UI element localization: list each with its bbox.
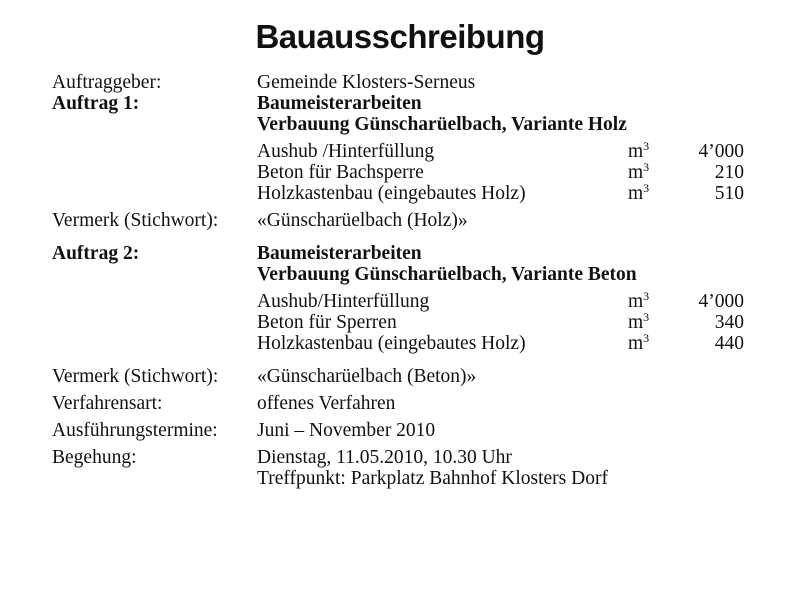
item-name: Holzkastenbau (eingebautes Holz) (257, 333, 526, 354)
auftrag2-section (52, 243, 752, 354)
verfahrensart-value: offenes Verfahren (257, 393, 396, 414)
termine-row (52, 420, 752, 441)
begehung-label: Begehung: (52, 447, 137, 468)
auftraggeber-row (52, 72, 752, 93)
vermerk1-value: «Günscharüelbach (Holz)» (257, 210, 468, 231)
vermerk2-label: Vermerk (Stichwort): (52, 366, 219, 387)
vermerk2-row (52, 366, 752, 387)
termine-label: Ausführungstermine: (52, 420, 218, 441)
auftrag2-heading1: Baumeisterarbeiten (257, 243, 422, 264)
verfahrensart-row (52, 393, 752, 414)
item-quantity: 4’000 (698, 141, 744, 162)
auftrag1-label: Auftrag 1: (52, 93, 140, 114)
list-item (257, 141, 752, 162)
vermerk1-label: Vermerk (Stichwort): (52, 210, 219, 231)
begehung-line2: Treffpunkt: Parkplatz Bahnhof Klosters Dorf (257, 468, 608, 489)
auftrag1-heading1: Baumeisterarbeiten (257, 93, 422, 114)
item-name: Beton für Sperren (257, 312, 397, 333)
auftrag1-items (257, 141, 752, 204)
auftrag2-heading2: Verbauung Günscharüelbach, Variante Beton (257, 264, 637, 285)
item-quantity: 210 (714, 162, 744, 183)
auftraggeber-value: Gemeinde Klosters-Serneus (257, 72, 476, 93)
begehung-row (52, 447, 752, 489)
item-quantity: 510 (714, 183, 744, 204)
item-name: Holzkastenbau (eingebautes Holz) (257, 183, 526, 204)
item-unit: $m^3$ (628, 331, 650, 354)
list-item (257, 291, 752, 312)
item-quantity: 440 (714, 333, 744, 354)
auftrag1-heading2: Verbauung Günscharüelbach, Variante Holz (257, 114, 627, 135)
termine-value: Juni – November 2010 (257, 420, 436, 441)
item-name: Aushub/Hinterfüllung (257, 291, 430, 312)
list-item (257, 333, 752, 354)
item-unit: $m^3$ (628, 160, 650, 183)
item-name: Aushub /Hinterfüllung (257, 141, 435, 162)
item-quantity: 4’000 (698, 291, 744, 312)
auftrag2-items (257, 291, 752, 354)
begehung-line1: Dienstag, 11.05.2010, 10.30 Uhr (257, 447, 512, 468)
item-unit: $m^3$ (628, 139, 650, 162)
item-unit: $m^3$ (628, 310, 650, 333)
vermerk1-row (52, 210, 752, 231)
verfahrensart-label: Verfahrensart: (52, 393, 163, 414)
auftrag1-section (52, 93, 752, 204)
vermerk2-value: «Günscharüelbach (Beton)» (257, 366, 477, 387)
auftraggeber-label: Auftraggeber: (52, 72, 162, 93)
tender-document (52, 72, 752, 489)
item-unit: $m^3$ (628, 289, 650, 312)
list-item (257, 312, 752, 333)
list-item (257, 162, 752, 183)
list-item (257, 183, 752, 204)
item-quantity: 340 (714, 312, 744, 333)
item-unit: $m^3$ (628, 181, 650, 204)
auftrag2-label: Auftrag 2: (52, 243, 140, 264)
item-name: Beton für Bachsperre (257, 162, 424, 183)
page-title: Bauausschreibung (255, 18, 545, 55)
